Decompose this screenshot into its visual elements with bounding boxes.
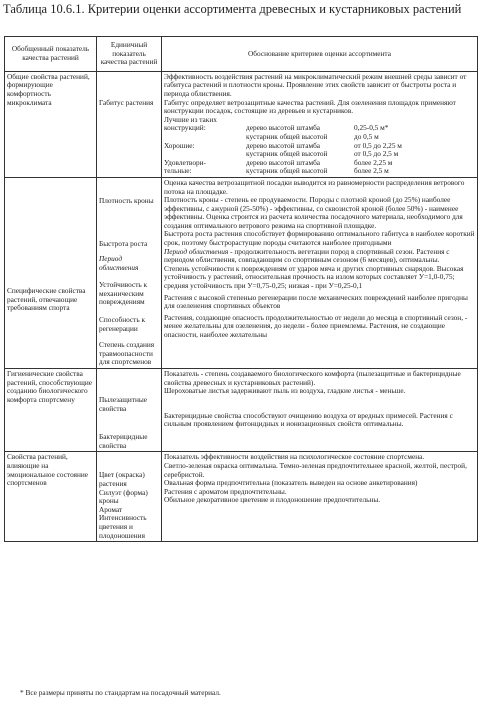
habitus-grid — [164, 116, 475, 176]
rationale-text: Плотность кроны - степень ее продуваемости. Породы с плотной кроной (до 25%) наиболее эффективны, с ажурной (25-50%) - эффективны, со сквозистой кроной (более 50%) - наименее эффективны. Оценка строится из расчета количества посадочного материала, необходимого для создания оптимального ветрового режима на спортивной площадке. — [164, 195, 463, 230]
indicator-label: Интенсивность цветения и плодоношения — [99, 513, 147, 540]
rationale-text: Эффективность воздействия растений на микроклиматический режим внешней среды зависит от габитуса растений и плотности кроны. Проявление этих свойств зависит от быстроты роста и периода облиствения. — [164, 71, 467, 98]
indicator-label: Габитус растения — [99, 97, 154, 107]
indicator-label: Быстрота роста — [99, 238, 148, 248]
indicator-label: Аромат — [99, 504, 123, 514]
indicator-label: Устойчивость к механическим повреждениям — [99, 280, 148, 307]
rationale-text: Показатель эффективности воздействия на психологическое состояние спортсмена. — [164, 452, 425, 462]
rationale-cell — [162, 177, 478, 368]
rationale-text: Растения с ароматом предпочтительны. — [164, 486, 287, 496]
rationale-text: Шероховатые листья задерживают пыль из воздуха, гладкие листья - меньше. — [164, 386, 406, 396]
table-header-row — [5, 37, 478, 72]
group-cell: Свойства растений, влияющие на эмоциональное состояние спортсменов — [5, 452, 97, 542]
indicator-label: Способность к регенерации — [99, 315, 146, 333]
grid-row: кустарник общей высотой от 0,5 до 2,5 м — [246, 149, 399, 159]
grid-row: Лучшие из таких — [164, 114, 217, 124]
indicator-label: Плотность кроны — [99, 195, 154, 205]
header-col3: Обоснование критериев оценки ассортимента — [162, 37, 478, 72]
grid-row: тельные: кустарник общей высотой более 2,5 м — [164, 166, 389, 176]
table-title: Таблица 10.6.1. Критерии оценки ассортимента древесных и кустарниковых растений — [3, 2, 462, 16]
footnote: * Все размеры приняты по стандартам на посадочный материал. — [20, 688, 221, 697]
rationale-text: Обильное декоративное цветение и плодоношение предпочтительны. — [164, 495, 381, 505]
header-col1: Обобщенный показатель качества растений — [5, 37, 97, 72]
rationale-text: Оценка качества ветрозащитной посадки выводится из равномерности распределения ветрового потока на площадке. — [164, 177, 465, 196]
indicator-label: Степень создания травмоопасности для спортсменов — [99, 340, 155, 367]
indicator-cell — [97, 71, 162, 177]
indicator-label: Период облиствения — [99, 254, 139, 272]
rationale-text: Показатель - степень создаваемого биологического комфорта (пылезащитные и бактерицидные свойства древесных и кустарниковых растений). — [164, 369, 461, 387]
rationale-text: Бактерицидные свойства способствуют очищению воздуха от вредных примесей. Растения с сильным проявлением фитонцидных и ионизационных свойств оптимальны. — [164, 410, 453, 429]
rationale-cell — [162, 71, 478, 177]
indicator-cell — [97, 177, 162, 368]
indicator-label: Цвет (окраска) растения — [99, 470, 145, 488]
grid-row: кустарник общей высотой до 0,5 м — [246, 131, 379, 141]
rationale-text: Период облиствения - продолжительность вегетации пород в спортивный сезон. Растения с периодом облиствения, совпадающим со спортивным сезоном (6 месяцев), оптимальны. — [164, 246, 450, 265]
grid-row: Удовлетвори- дерево высотой штамба более 2,25 м — [164, 157, 393, 167]
rationale-cell — [162, 452, 478, 542]
header-col2: Единичный показатель качества растений — [97, 37, 162, 72]
rationale-text: Быстрота роста растения способствует формированию оптимального габитуса в наиболее короткий срок, поэтому быстрорастущие породы считаются наиболее пригодными — [164, 229, 475, 248]
table-row — [5, 369, 478, 452]
table-row — [5, 177, 478, 368]
rationale-text: Растения, создающие опасность продолжительностью от недели до месяца в спортивный сезон, - менее желательны для озеленения, до недели - более приемлемы. Растения, не создающие опасности, наиболее желательны — [164, 312, 468, 339]
table-row — [5, 452, 478, 542]
indicator-cell — [97, 452, 162, 542]
rationale-text: Светло-зеленая окраска оптимальна. Темно-зеленая предпочтительнее красной, желтой, пестрой, серебристой. — [164, 461, 467, 479]
rationale-text: Растения с высокой степенью регенерации после механических повреждений наиболее пригодны для озеленения спортивных объектов — [164, 292, 468, 311]
group-cell — [5, 177, 97, 368]
criteria-table — [4, 36, 478, 542]
grid-row: конструкций: дерево высотой штамба 0,25-0,5 м* — [164, 123, 389, 133]
rationale-text: Степень устойчивости к повреждениям от ударов мяча и других спортивных снарядов. Высокая устойчивость у растений, относительная прочность на излом которых составляет У=1,0-0,75; средняя устойчивость при У=0,75-0,25; низкая - при У=0,25-0,1 — [164, 263, 464, 291]
rationale-text: Габитус определяет ветрозащитные качества растений. Для озеленения площадок применяют конструкции посадок, состоящие из деревьев и кустарников. — [164, 97, 456, 116]
rationale-cell — [162, 369, 478, 452]
grid-row: Хорошие: дерево высотой штамба от 0,5 до 2,25 м — [164, 140, 402, 150]
indicator-label: Бактерицидные свойства — [99, 432, 148, 450]
indicator-cell — [97, 369, 162, 452]
group-cell: Гигиенические свойства растений, способствующие созданию биологического комфорта спортсмену — [5, 369, 97, 452]
indicator-label: Силуэт (форма) кроны — [99, 487, 148, 506]
group-cell: Общие свойства растений, формирующие комфортность микроклимата — [5, 71, 97, 177]
group-label: Специфические свойства растений, отвечающие требованиям спорта — [7, 285, 86, 313]
table-row — [5, 71, 478, 177]
indicator-label: Пылезащитные свойства — [99, 395, 148, 413]
rationale-text: Овальная форма предпочтительна (показатель выведен на основе анкетирования) — [164, 478, 418, 488]
